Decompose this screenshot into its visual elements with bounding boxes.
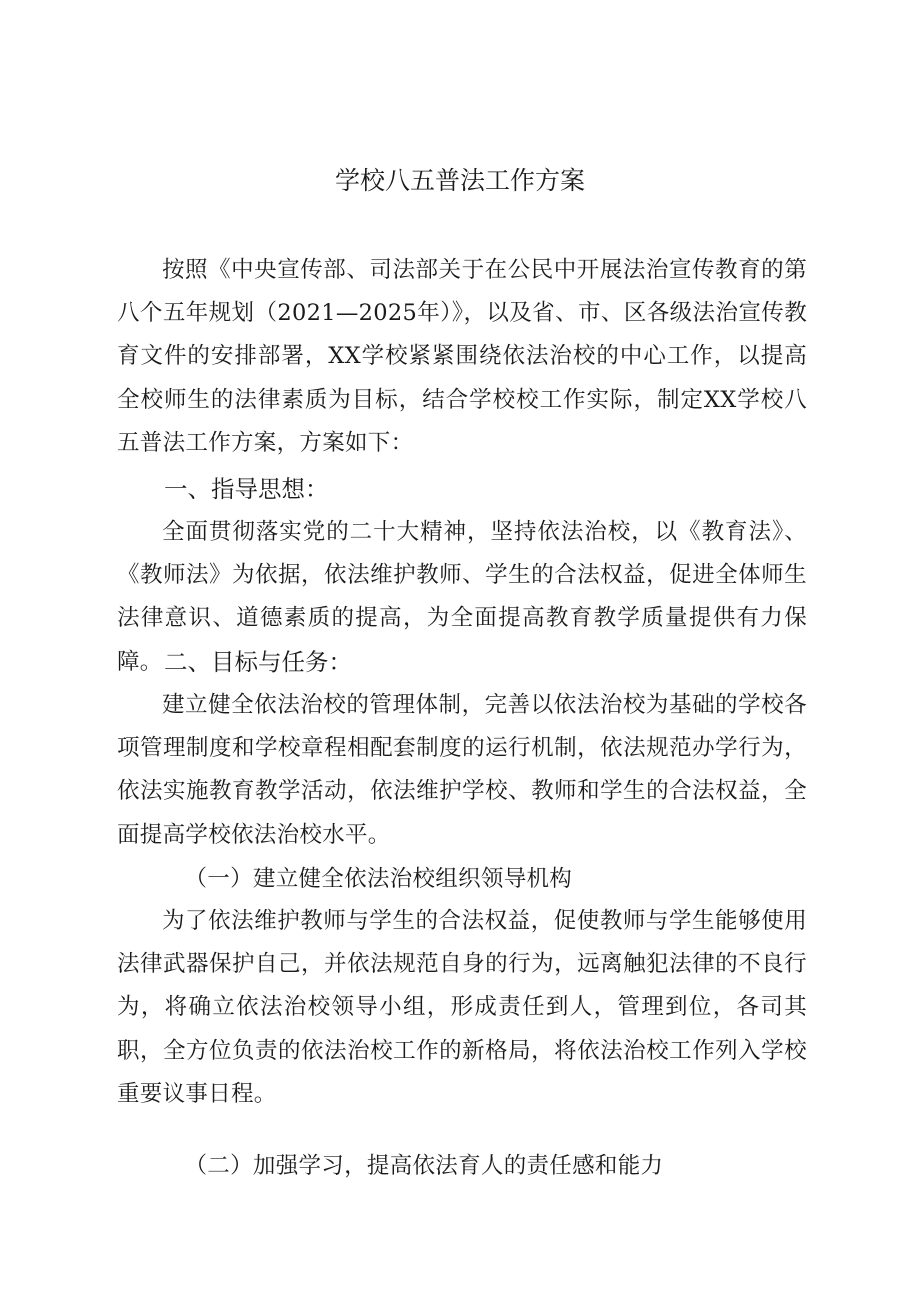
subsection-heading-study: （二）加强学习，提高依法育人的责任感和能力: [184, 1153, 664, 1179]
subsection-heading-organization: （一）建立健全依法治校组织领导机构: [184, 866, 573, 892]
section-body-guiding-ideology: 全面贯彻落实党的二十大精神，坚持依法治校，以《教育法》、《教师法》为依据，依法维护教师、学生的合法权益，促进全体师生法律意识、道德素质的提高，为全面提高教育教学质量提供有力保障。: [117, 519, 807, 675]
section-heading-goals-tasks: 二、目标与任务：: [164, 648, 352, 676]
section-body-goals-tasks: 建立健全依法治校的管理体制，完善以依法治校为基础的学校各项管理制度和学校章程相配套制度的运行机制，依法规范办学行为，依法实施教育教学活动，依法维护学校、教师和学生的合法权益，全面提高学校依法治校水平。: [117, 692, 807, 848]
document-title: 学校八五普法工作方案: [334, 166, 585, 195]
intro-paragraph: 按照《中央宣传部、司法部关于在公民中开展法治宣传教育的第八个五年规划（2021—2025年）》，以及省、市、区各级法治宣传教育文件的安排部署，XX学校紧紧围绕依法治校的中心工作，以提高全校师生的法律素质为目标，结合学校校工作实际，制定XX学校八五普法工作方案，方案如下：: [117, 257, 807, 456]
section-heading-guiding-ideology: 一、指导思想：: [164, 475, 329, 503]
subsection-body-organization: 为了依法维护教师与学生的合法权益，促使教师与学生能够使用法律武器保护自己，并依法规范自身的行为，远离触犯法律的不良行为，将确立依法治校领导小组，形成责任到人，管理到位，各司其职，全方位负责的依法治校工作的新格局，将依法治校工作列入学校重要议事日程。: [117, 908, 807, 1107]
